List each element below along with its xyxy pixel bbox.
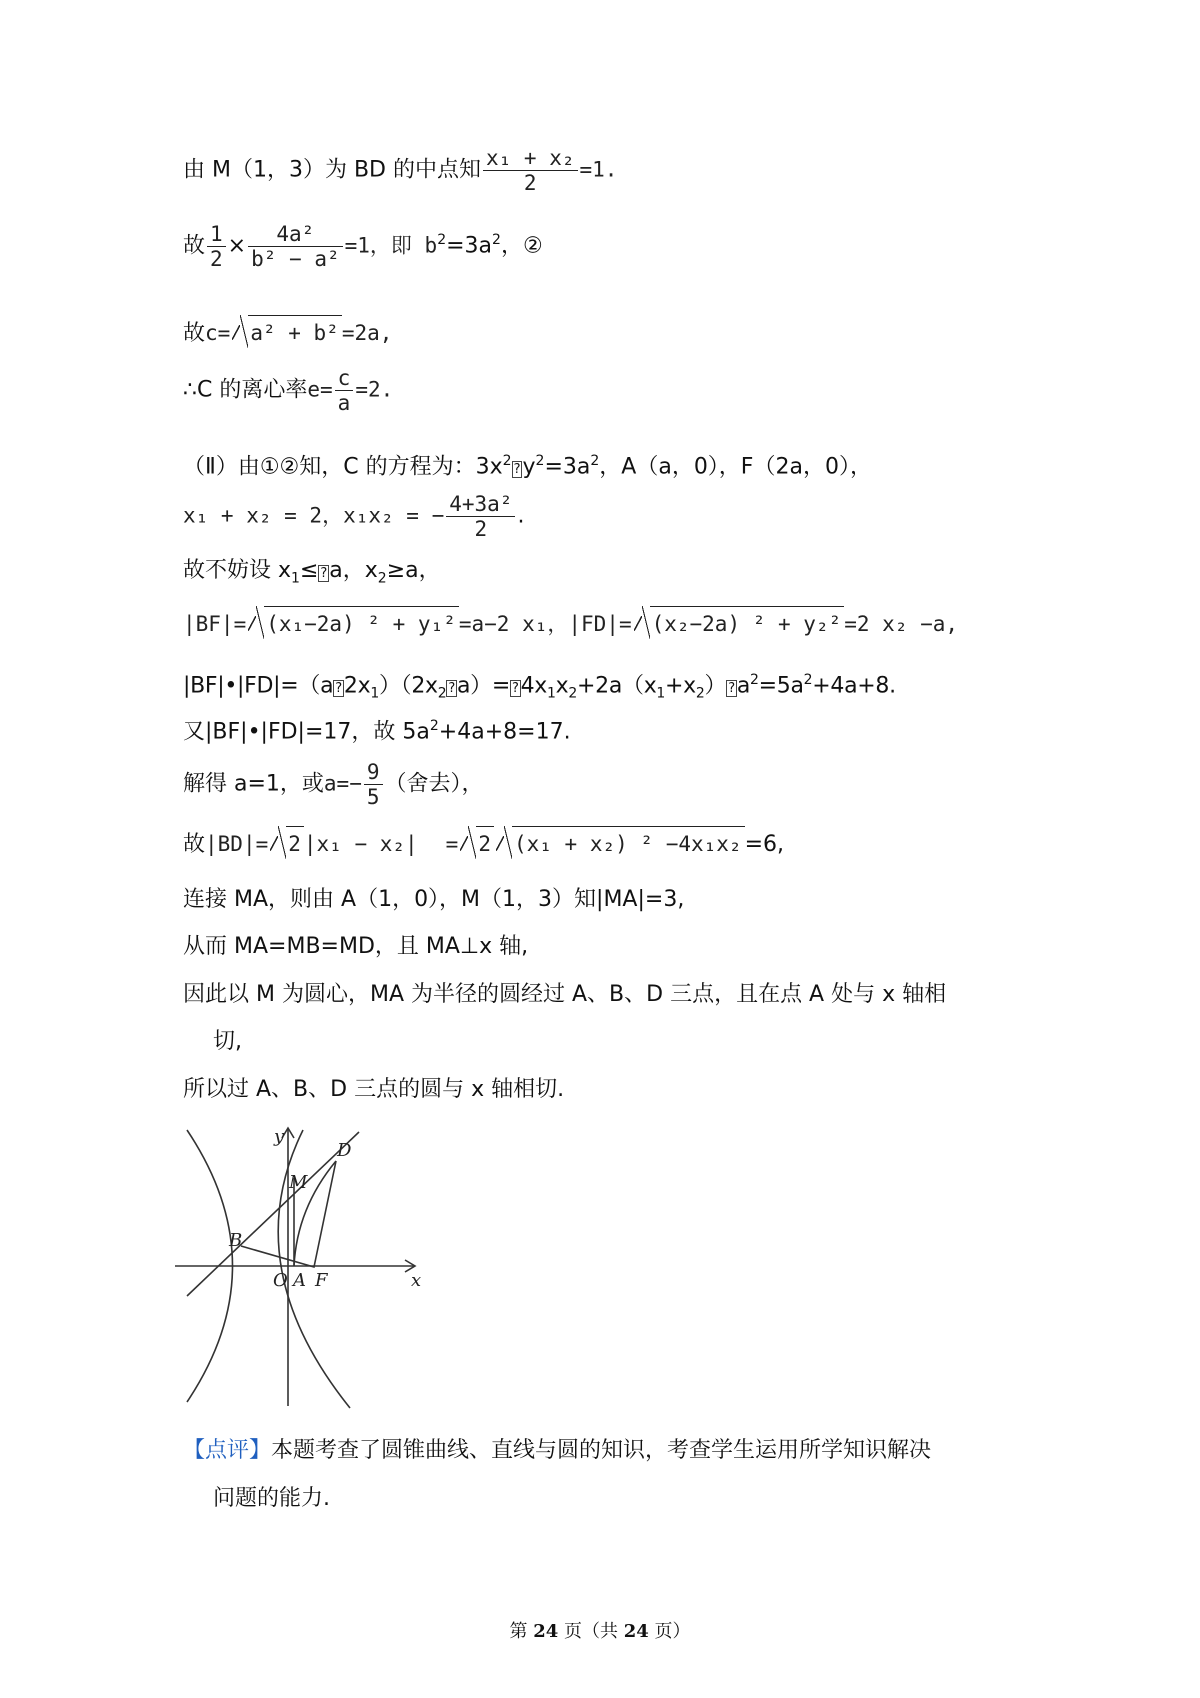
fraction — [364, 760, 383, 809]
text: a — [736, 673, 750, 699]
missing-glyph: ? — [728, 681, 735, 697]
text: ≤ — [299, 558, 319, 583]
line-circle: 因此以 M 为圆心，MA 为半径的圆经过 A、B、D 三点，且在点 A 处与 x 轴相 — [183, 982, 947, 1007]
subscript: 2 — [377, 570, 387, 587]
text: c= — [205, 321, 231, 345]
text: =6, — [744, 832, 784, 857]
square-root — [634, 606, 845, 639]
text: （舍去）， — [384, 771, 484, 797]
text: ，② — [500, 233, 543, 259]
numerator: 4a² — [248, 222, 343, 247]
text: =2. — [355, 377, 394, 402]
line-product — [183, 665, 896, 709]
line-eccentricity — [183, 366, 393, 415]
fraction — [483, 146, 578, 195]
comment-text-cont: 问题的能力. — [213, 1486, 330, 1511]
superscript: 2 — [590, 453, 600, 469]
radicand: a² + b² — [248, 315, 342, 348]
footer-text: 第 — [509, 1621, 534, 1642]
text: y — [522, 454, 536, 480]
denominator: 2 — [523, 171, 537, 195]
line-ma-equal: 从而 MA=MB=MD，且 MA⊥x 轴, — [183, 934, 529, 959]
radicand: (x₂−2a) ² + y₂² — [650, 606, 845, 639]
text: 故 — [183, 321, 206, 346]
label-m: M — [289, 1172, 308, 1193]
radicand: (x₁ + x₂) ² −4x₁x₂ — [512, 826, 745, 859]
numerator: 1 — [207, 222, 226, 247]
text: |x₁ − x₂| — [303, 832, 418, 856]
text: =1. — [579, 157, 618, 182]
square-root — [270, 826, 304, 859]
denominator: 5 — [366, 785, 380, 809]
line-equation — [183, 446, 872, 485]
missing-glyph: ? — [320, 566, 328, 581]
text: =5a — [758, 673, 804, 699]
subscript: 2 — [568, 685, 577, 702]
text: +4a+8=17. — [438, 719, 571, 745]
radicand: 2 — [476, 826, 494, 859]
label-f: F — [315, 1270, 328, 1291]
text: |BD|= — [205, 832, 269, 856]
page-number: 24 — [533, 1621, 559, 1642]
line-c-value — [183, 315, 392, 349]
numerator: 4+3a² — [446, 492, 515, 517]
text: |BF|= — [183, 612, 247, 636]
missing-glyph: ? — [448, 681, 455, 697]
subscript: 2 — [695, 685, 705, 702]
square-root — [496, 826, 745, 859]
line-midpoint — [183, 146, 617, 195]
numerator: x₁ + x₂ — [483, 146, 578, 171]
line-solve — [183, 760, 484, 809]
text: 解得 a=1，或 — [183, 771, 324, 797]
missing-glyph: ? — [512, 681, 519, 697]
line-conclusion: 所以过 A、B、D 三点的圆与 x 轴相切. — [183, 1077, 565, 1102]
footer-text: 页（共 — [558, 1621, 624, 1642]
denominator: b² − a² — [251, 247, 340, 271]
square-root — [232, 315, 342, 348]
numerator: c — [335, 366, 354, 391]
square-root — [460, 826, 494, 859]
subscript: 1 — [370, 685, 379, 702]
text: 又|BF|•|FD|=17，故 5a — [183, 719, 430, 745]
superscript: 2 — [437, 232, 447, 249]
comment-text: 本题考查了圆锥曲线、直线与圆的知识，考查学生运用所学知识解决 — [271, 1438, 932, 1463]
text: =3a — [544, 454, 591, 480]
line-assume — [183, 556, 441, 593]
superscript: 2 — [502, 453, 512, 469]
comment-line — [183, 1436, 931, 1466]
text: ） — [704, 673, 727, 699]
radicand: (x₁−2a) ² + y₁² — [264, 606, 459, 639]
denominator: 2 — [210, 247, 223, 271]
text: x — [555, 673, 569, 699]
text: |BF|•|FD|=（a — [183, 673, 334, 699]
text: +4a+8. — [812, 673, 896, 699]
superscript: 2 — [535, 453, 545, 469]
fraction — [207, 222, 226, 271]
text: （Ⅱ）由①②知，C 的方程为：3x — [183, 454, 503, 480]
line-vieta — [183, 492, 524, 541]
numerator: 9 — [364, 760, 383, 785]
text: 由 M（1，3）为 BD 的中点知 — [183, 157, 481, 183]
text: ）（2x — [378, 673, 438, 699]
text: 4x — [520, 673, 548, 699]
page-footer — [0, 1617, 1200, 1643]
denominator: a — [337, 391, 351, 415]
subscript: 1 — [656, 685, 666, 702]
text: =1，即 b — [344, 233, 438, 258]
text: +x — [665, 673, 696, 699]
text: x₁ + x₂ = 2，x₁x₂ = − — [183, 503, 445, 528]
line-b-squared — [183, 222, 543, 271]
superscript: 2 — [803, 672, 813, 688]
superscript: 2 — [492, 232, 501, 249]
label-y: y — [274, 1126, 285, 1147]
text: 故不妨设 x — [183, 558, 292, 583]
fraction — [446, 492, 515, 541]
denominator: 2 — [474, 517, 488, 541]
text: = — [445, 832, 459, 856]
superscript: 2 — [750, 672, 759, 688]
line-distances — [183, 606, 958, 640]
label-o: O — [273, 1270, 288, 1291]
text: a）= — [456, 673, 510, 699]
comment-tag: 【点评】 — [183, 1438, 272, 1463]
times-sign: × — [227, 233, 247, 259]
subscript: 1 — [547, 685, 556, 702]
text: =3a — [446, 233, 493, 259]
text: +2a（x — [576, 673, 657, 699]
text: ∴C 的离心率 — [183, 377, 308, 403]
missing-glyph: ? — [513, 462, 521, 478]
line-circle-cont: 切, — [213, 1029, 242, 1054]
text: 2x — [343, 673, 371, 699]
text: ≥a， — [386, 558, 441, 583]
total-pages: 24 — [623, 1621, 649, 1642]
fraction — [335, 366, 354, 415]
footer-text: 页） — [648, 1621, 691, 1642]
text: =a−2 x₁，|FD|= — [458, 612, 632, 636]
subscript: 2 — [437, 685, 447, 702]
hyperbola-figure — [175, 1118, 435, 1423]
label-b: B — [229, 1230, 243, 1251]
text: =2a, — [341, 321, 393, 345]
label-x: x — [411, 1270, 422, 1291]
subscript: 1 — [291, 570, 300, 587]
fraction — [248, 222, 343, 271]
line-bd-length — [183, 826, 784, 860]
line-connect-ma: 连接 MA，则由 A（1，0），M（1，3）知|MA|=3, — [183, 887, 685, 912]
text: 故 — [183, 832, 206, 857]
text: =2 x₂ −a, — [844, 612, 959, 636]
text: . — [517, 503, 525, 529]
superscript: 2 — [429, 718, 439, 734]
line-given — [183, 711, 571, 747]
text: e= — [307, 377, 333, 402]
missing-glyph: ? — [335, 681, 342, 697]
label-d: D — [337, 1140, 352, 1161]
label-a: A — [293, 1270, 306, 1291]
text: a=− — [323, 771, 362, 796]
text: a，x — [329, 558, 378, 583]
square-root — [248, 606, 459, 639]
radicand: 2 — [286, 826, 304, 859]
text: 故 — [183, 233, 206, 259]
text: ，A（a，0），F（2a，0）， — [599, 454, 872, 480]
